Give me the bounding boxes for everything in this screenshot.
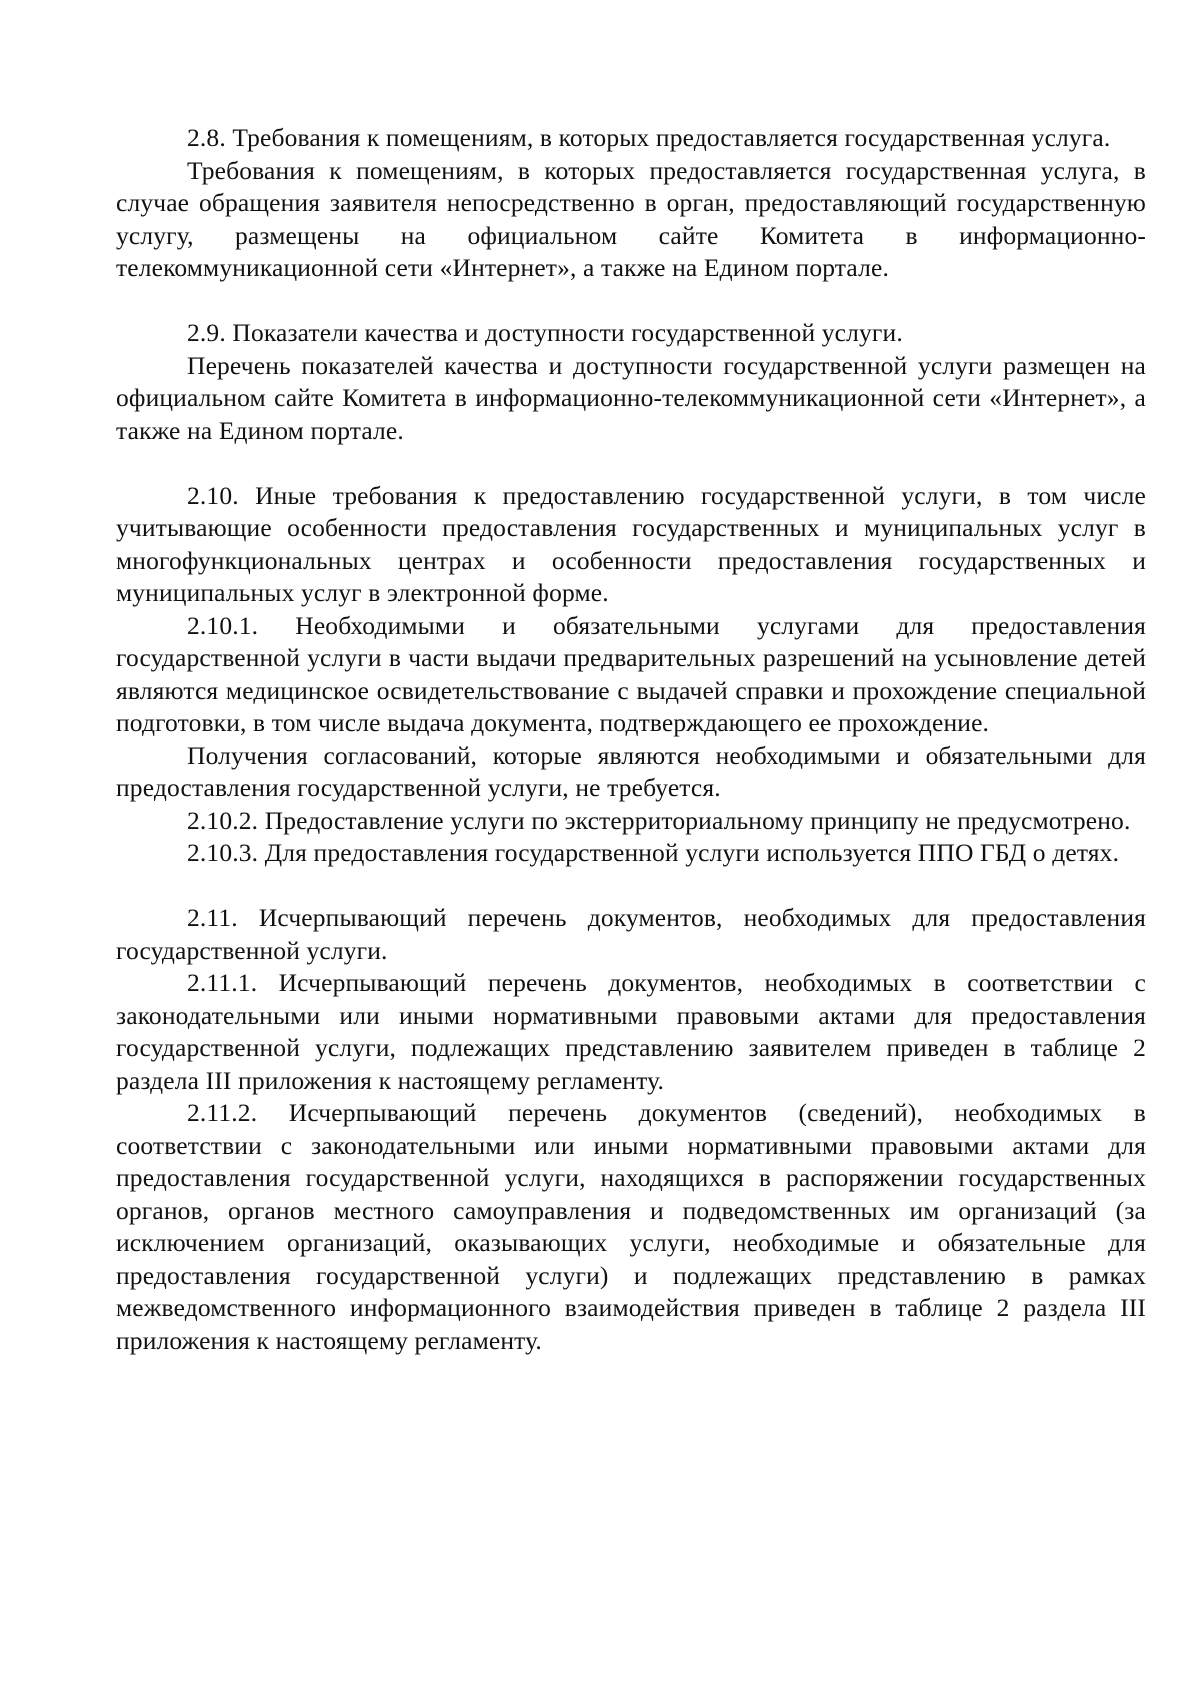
section-2-10-2-text: 2.10.2. Предоставление услуги по экстерриториальному принципу не предусмотрено. — [187, 805, 1131, 835]
section-2-11-2-text: 2.11.2. Исчерпывающий перечень документов (сведений), необходимых в соответствии с законодательными или иными нормативными правовыми актами для предоставления государственной услуги, находящихся в распоряжении государственных органов, органов местного самоуправления и подведомственных им организаций (за исключением организаций, оказывающих услуги, необходимые и обязательные для предоставления государственной услуги) и подлежащих представлению в рамках межведомственного информационного взаимодействия приведен в таблице 2 раздела III приложения к настоящему регламенту. — [116, 1098, 1146, 1355]
section-2-11-heading: 2.11. Исчерпывающий перечень документов, необходимых для предоставления государственной услуги. — [116, 903, 1146, 965]
section-2-10-heading: 2.10. Иные требования к предоставлению государственной услуги, в том числе учитывающие особенности предоставления государственных и муниципальных услуг в многофункциональных центрах и особенности предоставления государственных и муниципальных услуг в электронной форме. — [116, 480, 1146, 607]
section-2-8-text: Требования к помещениям, в которых предоставляется государственная услуга, в случае обращения заявителя непосредственно в орган, предоставляющий государственную услугу, размещены на официальном сайте Комитета в информационно-телекоммуникационной сети «Интернет», а также на Едином портале. — [116, 155, 1146, 282]
section-2-8-heading: 2.8. Требования к помещениям, в которых предоставляется государственная услуга. — [187, 123, 1111, 152]
section-2-10-3-text: 2.10.3. Для предоставления государственной услуги используется ППО ГБД о детях. — [187, 838, 1120, 867]
section-2-9-text: Перечень показателей качества и доступности государственной услуги размещен на официальном сайте Комитета в информационно-телекоммуникационной сети «Интернет», а также на Едином портале. — [116, 350, 1146, 445]
section-2-9-heading: 2.9. Показатели качества и доступности государственной услуги. — [187, 318, 903, 347]
document-body — [116, 122, 1146, 1357]
section-2-10-1-approvals: Получения согласований, которые являются необходимыми и обязательными для предоставления государственной услуги, не требуется. — [116, 740, 1146, 802]
section-2-11-1-text: 2.11.1. Исчерпывающий перечень документов, необходимых в соответствии с законодательными или иными нормативными правовыми актами для предоставления государственной услуги, подлежащих представлению заявителем приведен в таблице 2 раздела III приложения к настоящему регламенту. — [116, 968, 1146, 1095]
section-2-10-1-text: 2.10.1. Необходимыми и обязательными услугами для предоставления государственной услуги в части выдачи предварительных разрешений на усыновление детей являются медицинское освидетельствование с выдачей справки и прохождение специальной подготовки, в том числе выдача документа, подтверждающего ее прохождение. — [116, 610, 1146, 737]
